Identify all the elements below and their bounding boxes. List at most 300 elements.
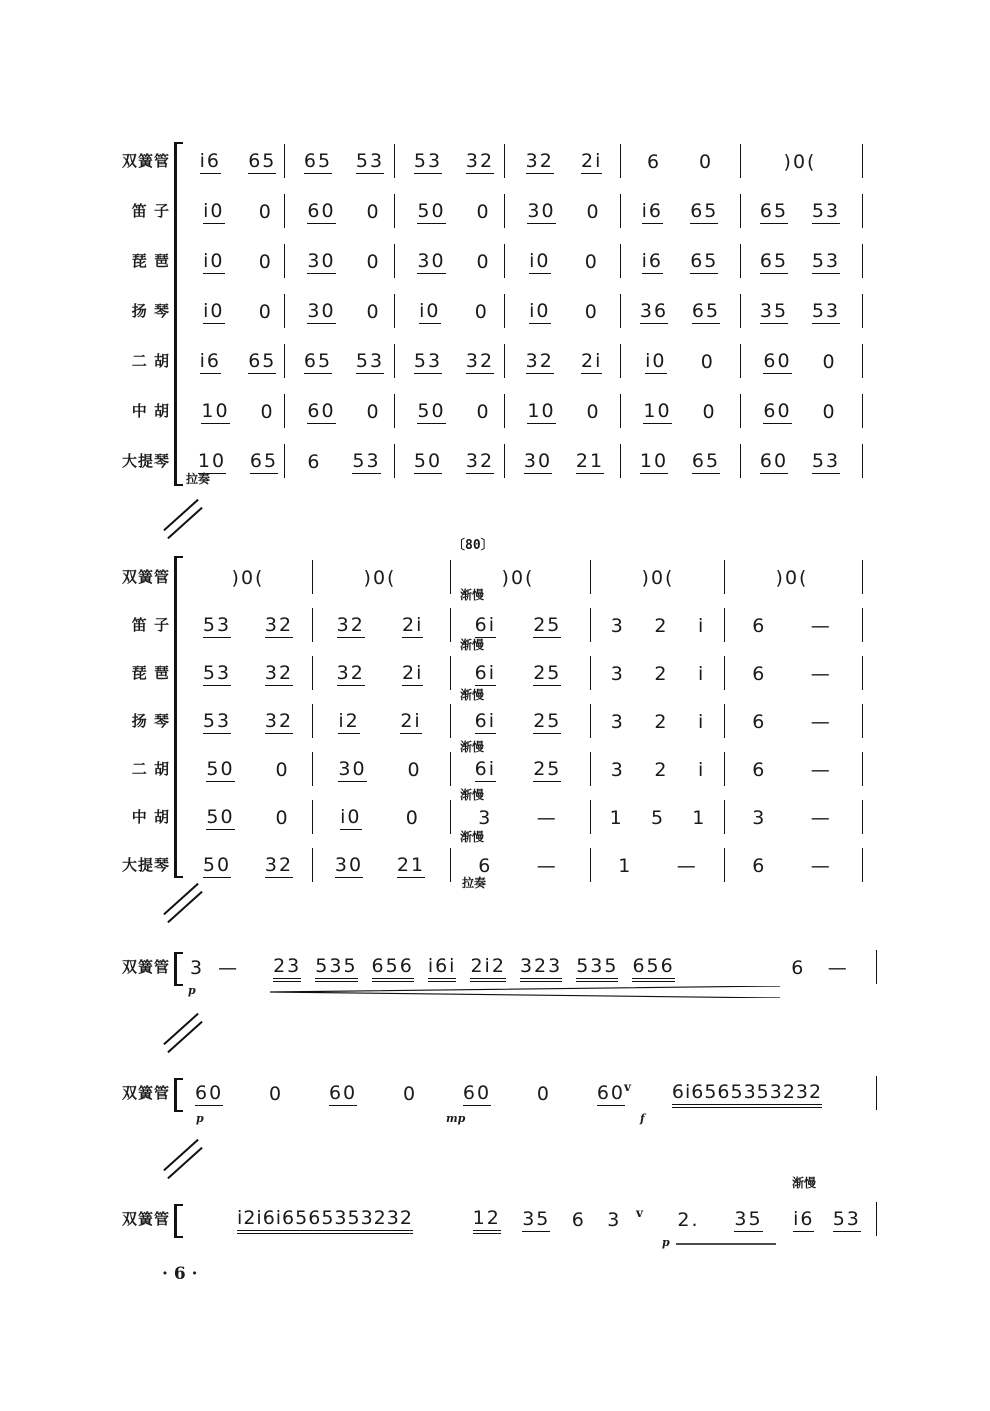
note: 6: [478, 855, 493, 877]
barline: [504, 344, 505, 378]
page-number: · 6 ·: [162, 1264, 198, 1284]
note: 32: [264, 614, 294, 636]
barline: [620, 144, 621, 178]
note: 25: [533, 614, 562, 636]
note: 2i: [400, 710, 422, 732]
measure: [730, 562, 854, 594]
barline: [450, 656, 451, 690]
measure: [642, 1078, 852, 1110]
barline: [590, 752, 591, 786]
row-brace: [174, 1078, 183, 1112]
barline: [862, 394, 863, 428]
measure: [596, 850, 720, 882]
barline: [724, 608, 725, 642]
note: 0: [366, 201, 381, 223]
jianman-marking: 渐慢: [792, 1176, 817, 1190]
staff-row: [0, 438, 990, 482]
note: 323: [520, 955, 562, 982]
note: i0: [203, 300, 225, 322]
measure: [628, 396, 732, 428]
staff-row: [0, 388, 990, 432]
instrument-label: 二 胡: [131, 352, 170, 370]
note: 35: [522, 1208, 551, 1230]
measure: [628, 446, 732, 478]
note: 65: [248, 150, 277, 172]
measure: [748, 396, 852, 428]
measure: [186, 658, 310, 690]
barline: [312, 704, 313, 738]
note: 3: [610, 615, 625, 637]
measure: [748, 146, 852, 178]
note: 30: [523, 450, 553, 472]
instrument-label: 二 胡: [131, 760, 170, 778]
staff-row: [0, 698, 990, 742]
note: 53: [811, 450, 841, 472]
barline: [450, 848, 451, 882]
barline: [590, 800, 591, 834]
note: 65: [303, 150, 333, 172]
barline: [590, 608, 591, 642]
measure: [292, 246, 396, 278]
barline: [504, 144, 505, 178]
staff-row: [0, 842, 990, 886]
staff-row: [0, 650, 990, 694]
note: 3: [607, 1209, 622, 1231]
barline: [724, 704, 725, 738]
dynamic-f: f: [640, 1112, 645, 1125]
instrument-label: 扬 琴: [131, 302, 170, 320]
barline: [504, 244, 505, 278]
lazou-marking: 拉奏: [186, 472, 211, 486]
measure: [186, 706, 310, 738]
barline: [450, 608, 451, 642]
note: —: [218, 957, 240, 979]
measure: [512, 296, 616, 328]
measure: [456, 754, 580, 786]
note: 65: [759, 200, 789, 222]
barline: [740, 344, 741, 378]
barline: [394, 344, 395, 378]
measure: [730, 706, 854, 738]
barline: [590, 656, 591, 690]
note: 2i2: [470, 955, 505, 982]
barline: [394, 394, 395, 428]
jianman-marking: 渐慢: [460, 740, 485, 754]
note: )0(: [775, 567, 809, 589]
note: 65: [759, 250, 789, 272]
jianman-marking: 渐慢: [460, 638, 485, 652]
note: 6: [752, 663, 767, 685]
barline: [862, 560, 863, 594]
note: 0: [402, 1083, 418, 1105]
note: —: [810, 807, 832, 829]
note: 50: [206, 806, 235, 828]
note: 32: [336, 662, 365, 684]
note: 10: [527, 400, 556, 422]
measure: [596, 802, 720, 834]
note: 53: [811, 300, 841, 322]
note: 6: [752, 615, 767, 637]
barline: [620, 194, 621, 228]
note: 30: [417, 250, 446, 272]
note: i0: [340, 806, 362, 828]
note: 35: [734, 1208, 763, 1230]
measure: [318, 658, 442, 690]
note: 0: [366, 251, 381, 273]
note: 53: [811, 250, 841, 272]
barline: [284, 244, 285, 278]
note: 6i6565353232: [672, 1081, 822, 1108]
measure: [628, 346, 732, 378]
instrument-label: 琵 琶: [131, 664, 170, 682]
measure: [730, 850, 854, 882]
note: 32: [465, 450, 495, 472]
note: 60: [195, 1082, 224, 1104]
measure: [186, 562, 310, 594]
note: 535: [315, 955, 357, 982]
measure: [186, 196, 290, 228]
measure: [292, 146, 396, 178]
measure: [402, 346, 506, 378]
lazou-marking: 拉奏: [462, 876, 487, 890]
barline: [312, 608, 313, 642]
measure: [660, 1204, 780, 1236]
note: —: [536, 807, 558, 829]
note: 0: [366, 401, 381, 423]
measure: [190, 952, 790, 984]
note: 53: [202, 614, 232, 636]
measure: [402, 396, 506, 428]
note: 30: [307, 250, 336, 272]
note: 2.: [677, 1209, 700, 1231]
measure: [512, 446, 616, 478]
barline: [876, 1202, 877, 1236]
note: 0: [698, 151, 714, 173]
measure: [512, 346, 616, 378]
measure: [318, 802, 442, 834]
jianman-marking: 渐慢: [460, 588, 485, 602]
barline: [862, 848, 863, 882]
note: 6: [646, 151, 662, 173]
note: 0: [366, 301, 381, 323]
note: —: [676, 855, 698, 877]
note: 65: [248, 350, 277, 372]
note: 3: [610, 759, 625, 781]
measure: [186, 246, 290, 278]
staff-row: [0, 1176, 990, 1249]
barline: [876, 950, 877, 984]
instrument-label: 双簧管: [121, 1084, 170, 1102]
note: —: [810, 711, 832, 733]
note: —: [810, 855, 832, 877]
staff-row: [0, 554, 990, 598]
note: 53: [202, 662, 232, 684]
note: 36: [639, 300, 669, 322]
note: )0(: [231, 567, 265, 589]
note: 6: [307, 451, 322, 473]
note: 1: [692, 807, 707, 829]
note: i6: [641, 250, 663, 272]
note: i: [697, 663, 706, 685]
note: 0: [258, 251, 273, 273]
note: )0(: [363, 567, 397, 589]
barline: [862, 194, 863, 228]
measure: [596, 658, 720, 690]
note: 32: [525, 150, 554, 172]
barline: [590, 704, 591, 738]
barline: [724, 848, 725, 882]
measure: [462, 1204, 632, 1236]
note: 2i: [402, 614, 424, 636]
note: 65: [303, 350, 333, 372]
staff-row: [0, 188, 990, 232]
note: 53: [202, 710, 232, 732]
note: 60: [328, 1082, 358, 1104]
barline: [862, 800, 863, 834]
note: i0: [419, 300, 441, 322]
note: 32: [465, 350, 495, 372]
note: 25: [533, 710, 562, 732]
note: 0: [407, 759, 422, 781]
measure: [730, 754, 854, 786]
note: 32: [525, 350, 554, 372]
dynamic-p: p: [188, 984, 196, 997]
note: 3: [610, 711, 625, 733]
measure: [318, 850, 442, 882]
note: 60: [462, 1082, 492, 1104]
note: i6i: [428, 955, 457, 982]
note: 6: [752, 711, 767, 733]
instrument-label: 琵 琶: [131, 252, 170, 270]
measure: [292, 196, 396, 228]
note: 0: [586, 401, 601, 423]
row-brace: [174, 952, 183, 986]
measure: [292, 346, 396, 378]
measure: [596, 562, 720, 594]
note: 0: [269, 1083, 284, 1105]
staff-row: [0, 138, 990, 182]
note: 6: [791, 957, 806, 979]
note: 60: [759, 450, 789, 472]
note: 6: [752, 855, 767, 877]
measure: [402, 246, 506, 278]
note: 0: [476, 201, 491, 223]
note: i0: [203, 250, 225, 272]
barline: [740, 394, 741, 428]
barline: [450, 560, 451, 594]
note: 10: [197, 450, 227, 472]
note: i6: [793, 1208, 815, 1230]
instrument-label: 中 胡: [131, 402, 170, 420]
barline: [394, 144, 395, 178]
note: 10: [643, 400, 672, 422]
note: —: [536, 855, 558, 877]
staff-row: [0, 1070, 990, 1125]
measure: [748, 346, 852, 378]
barline: [504, 194, 505, 228]
measure: [512, 146, 616, 178]
measure: [292, 446, 396, 478]
barline: [724, 800, 725, 834]
measure: [596, 754, 720, 786]
dynamic-mp: mp: [446, 1112, 466, 1125]
note: i6: [641, 200, 663, 222]
note: 50: [413, 450, 443, 472]
measure: [748, 196, 852, 228]
measure: [186, 396, 290, 428]
barline: [284, 194, 285, 228]
barline: [312, 848, 313, 882]
note: 0: [405, 807, 420, 829]
measure: [512, 246, 616, 278]
measure: [186, 802, 310, 834]
note: i0: [645, 350, 667, 372]
note: 50: [206, 758, 235, 780]
note: 65: [691, 300, 721, 322]
note: 25: [533, 662, 562, 684]
instrument-label: 双簧管: [121, 1210, 170, 1228]
note: 10: [201, 400, 230, 422]
diminuendo-wedge: [270, 986, 780, 998]
barline: [312, 560, 313, 594]
note: 53: [832, 1208, 861, 1230]
jianman-marking: 渐慢: [460, 688, 485, 702]
note: )0(: [641, 567, 675, 589]
note: 0: [822, 401, 837, 423]
measure: [186, 754, 310, 786]
note: 3: [478, 807, 493, 829]
note: 23: [273, 955, 301, 982]
measure: [628, 246, 732, 278]
note: 32: [336, 614, 365, 636]
note: 32: [264, 710, 294, 732]
note: 32: [264, 854, 294, 876]
note: 60: [763, 350, 792, 372]
barline: [284, 444, 285, 478]
measure: [748, 246, 852, 278]
instrument-label: 笛 子: [131, 616, 170, 634]
measure: [730, 610, 854, 642]
measure: [186, 146, 290, 178]
note: 12: [473, 1207, 501, 1234]
note: 2i: [581, 350, 603, 372]
staff-row: [0, 338, 990, 382]
barline: [620, 344, 621, 378]
note: 30: [527, 200, 556, 222]
note: i2: [338, 710, 360, 732]
staff-row: [0, 746, 990, 790]
note: 0: [476, 251, 491, 273]
note: 53: [352, 450, 381, 472]
note: 0: [702, 401, 717, 423]
note: —: [810, 615, 832, 637]
measure: [512, 396, 616, 428]
note: 3: [610, 663, 625, 685]
measure: [402, 196, 506, 228]
note: 0: [476, 401, 491, 423]
barline: [740, 294, 741, 328]
staff-row: [0, 944, 990, 997]
note: 0: [584, 301, 599, 323]
measure: [318, 754, 442, 786]
note: 60: [307, 200, 336, 222]
note: 6i: [474, 758, 496, 780]
staff-row: [0, 794, 990, 838]
instrument-label: 中 胡: [131, 808, 170, 826]
note: 21: [396, 854, 426, 876]
note: —: [810, 663, 832, 685]
note: 2: [654, 663, 669, 685]
measure: [730, 802, 854, 834]
note: 656: [632, 955, 674, 982]
measure: [186, 610, 310, 642]
note: 65: [690, 200, 719, 222]
note: 0: [258, 301, 273, 323]
note: 65: [690, 250, 719, 272]
barline: [394, 294, 395, 328]
note: 2i: [581, 150, 603, 172]
note: 0: [584, 251, 599, 273]
note: 1: [609, 807, 624, 829]
note: 50: [202, 854, 232, 876]
measure: [186, 850, 310, 882]
note: 65: [249, 450, 279, 472]
note: 35: [759, 300, 789, 322]
note: 6i: [474, 614, 496, 636]
note: i: [697, 759, 706, 781]
barline: [394, 194, 395, 228]
note: i6: [199, 150, 221, 172]
note: 65: [691, 450, 721, 472]
note: 53: [413, 150, 443, 172]
note: 656: [372, 955, 414, 982]
barline: [862, 656, 863, 690]
note: i2i6i6565353232: [237, 1207, 413, 1234]
barline: [724, 560, 725, 594]
barline: [862, 344, 863, 378]
measure: [730, 658, 854, 690]
note: i0: [529, 300, 551, 322]
note: 53: [811, 200, 841, 222]
instrument-label: 大提琴: [121, 452, 170, 470]
barline: [740, 444, 741, 478]
measure: [318, 610, 442, 642]
barline: [862, 752, 863, 786]
note: —: [810, 759, 832, 781]
barline: [284, 294, 285, 328]
note: 0: [275, 807, 290, 829]
barline: [312, 656, 313, 690]
measure: [318, 562, 442, 594]
measure: [784, 1204, 870, 1236]
note: 50: [417, 200, 446, 222]
measure: [596, 706, 720, 738]
note: 3: [752, 807, 767, 829]
barline: [740, 244, 741, 278]
note: 6i: [474, 662, 496, 684]
rehearsal-mark: 〔80〕: [452, 538, 494, 553]
note: 0: [474, 301, 489, 323]
note: 2: [654, 711, 669, 733]
barline: [504, 294, 505, 328]
measure: [195, 1078, 625, 1110]
row-brace: [174, 1204, 183, 1238]
barline: [724, 752, 725, 786]
note: 32: [264, 662, 294, 684]
barline: [862, 608, 863, 642]
barline: [284, 344, 285, 378]
measure: [456, 706, 580, 738]
